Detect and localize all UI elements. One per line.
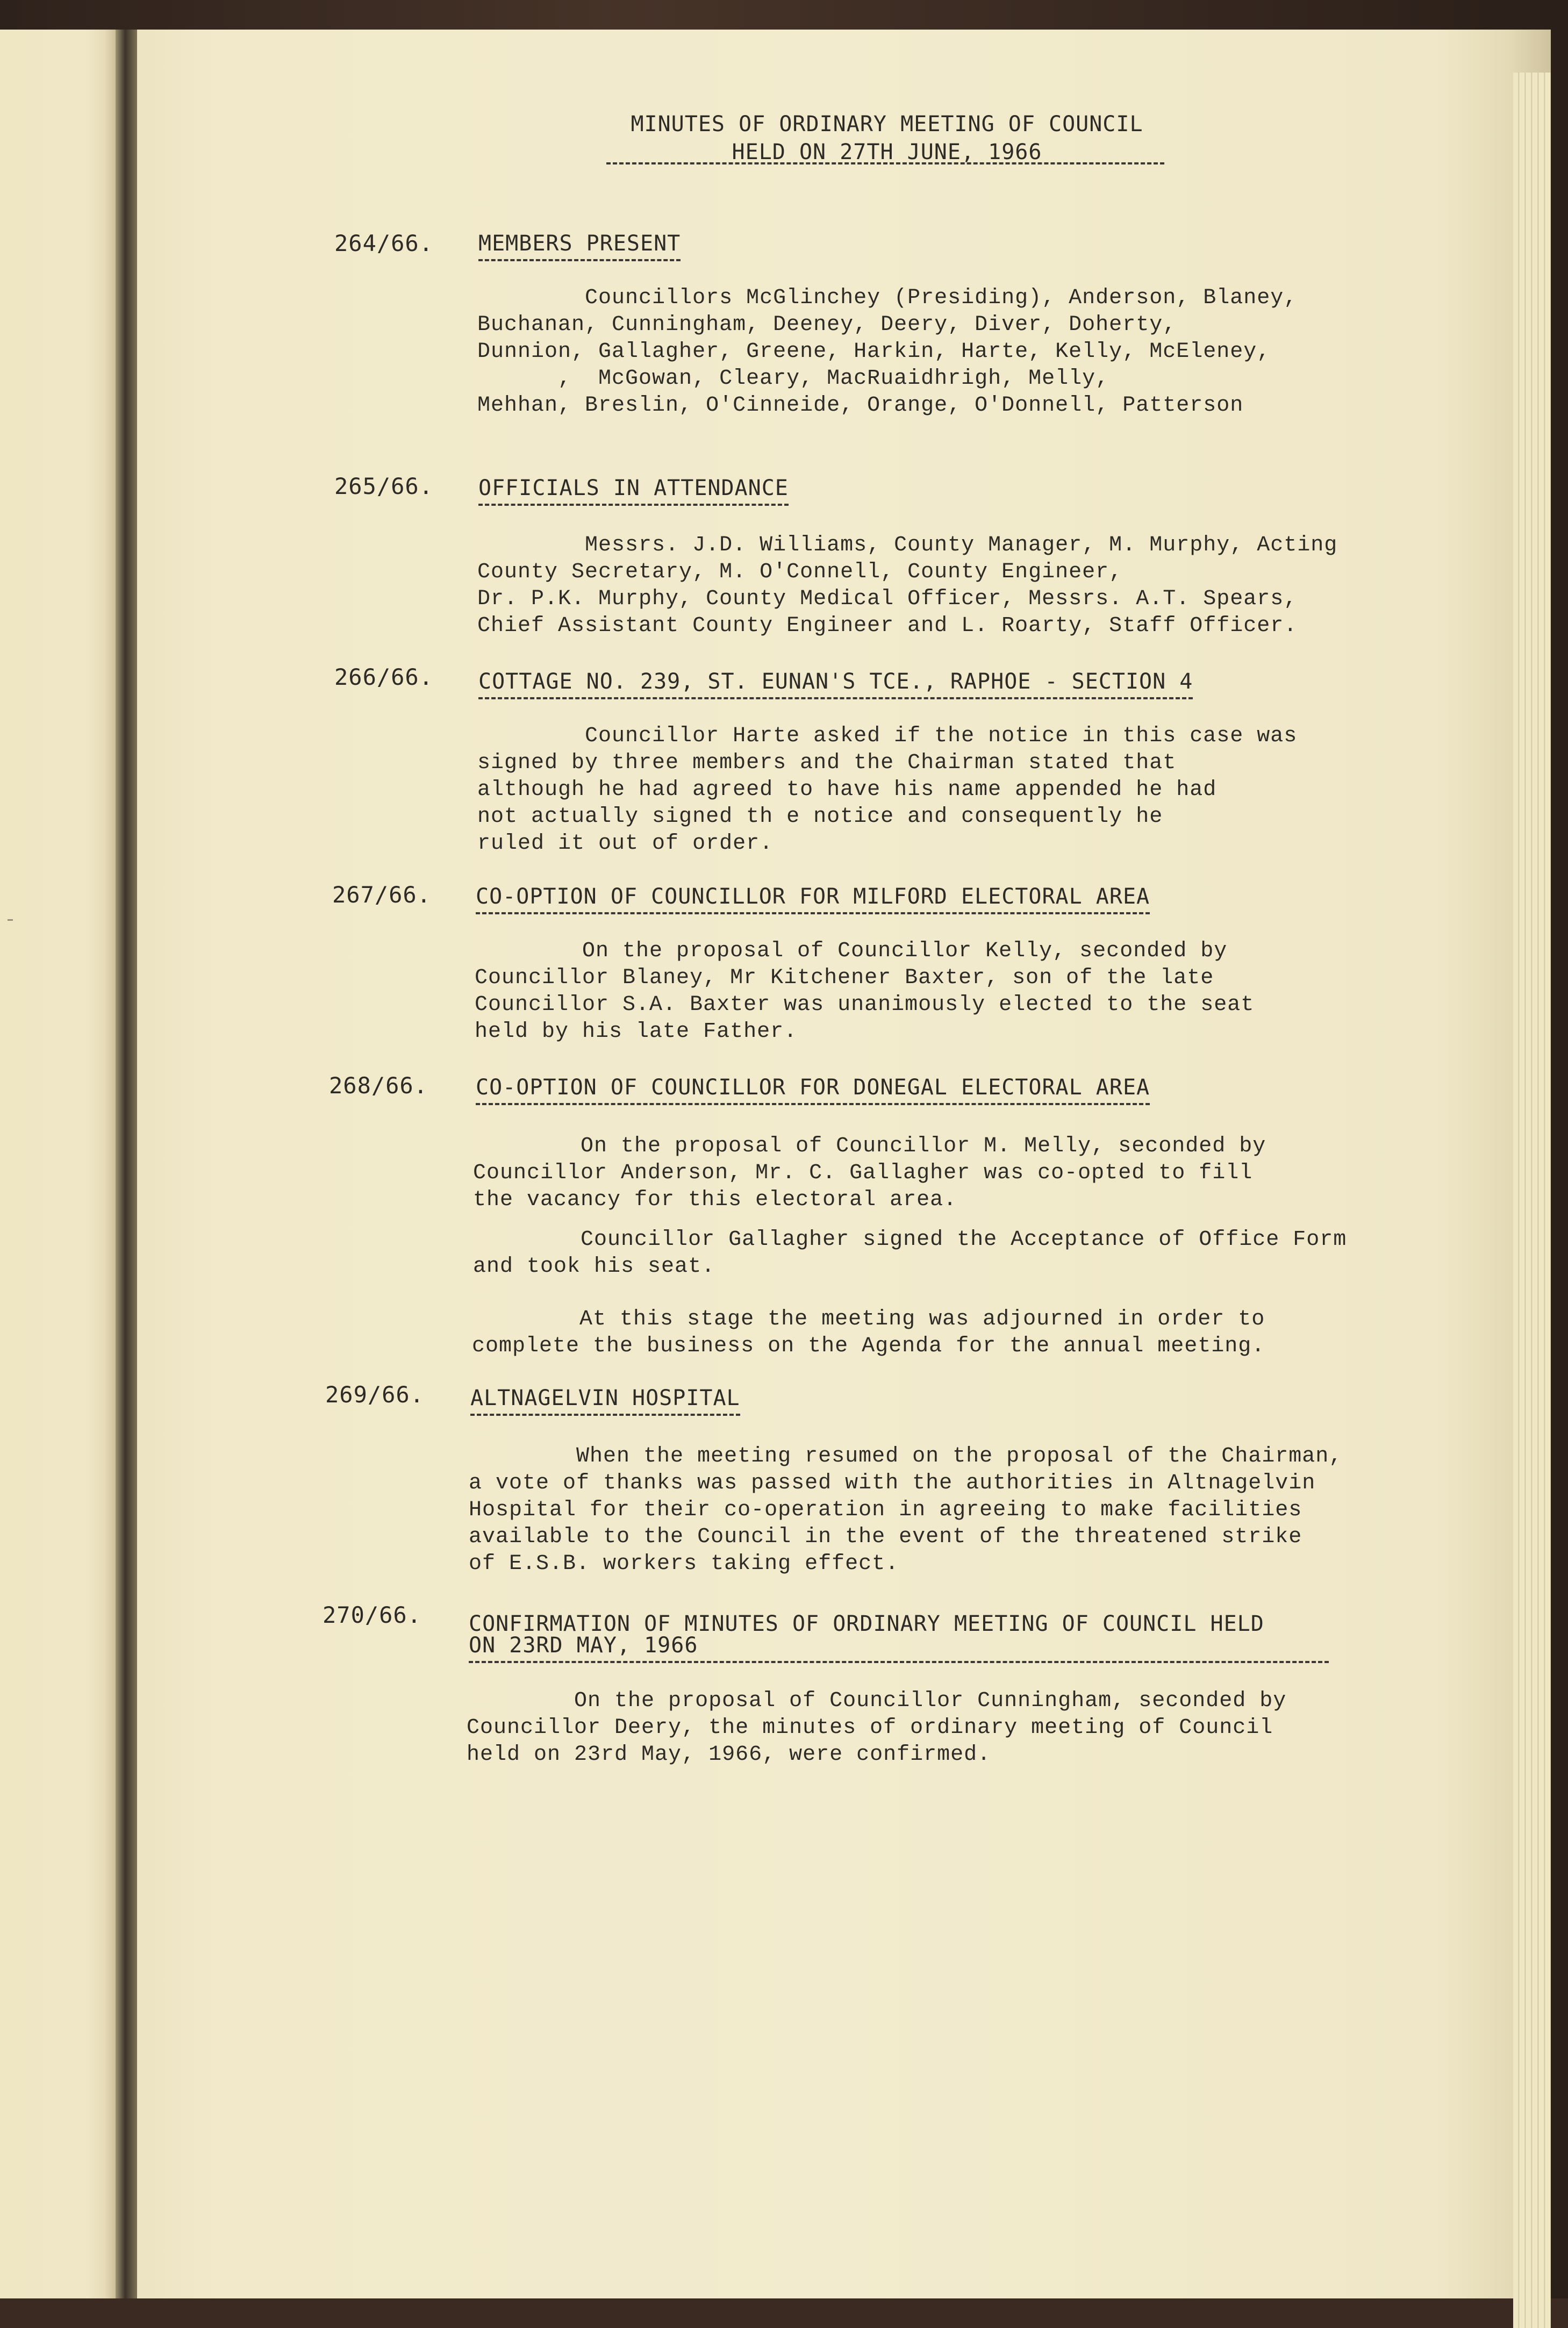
title-line-1: MINUTES OF ORDINARY MEETING OF COUNCIL	[631, 112, 1143, 137]
item-paragraph: Councillor Harte asked if the notice in this case was signed by three members and the Chairman stated that although he had agreed to have his name appended he had not actually signed th e notice and consequently he ruled it out of order.	[477, 724, 1298, 856]
item-heading: ALTNAGELVIN HOSPITAL	[470, 1386, 740, 1416]
title-line-2: HELD ON 27TH JUNE, 1966	[732, 140, 1042, 164]
item-paragraph: Messrs. J.D. Williams, County Manager, M. Murphy, Acting County Secretary, M. O'Connell, County Engineer, Dr. P.K. Murphy, County Medical Officer, Messrs. A.T. Spears, Chief Assistant County Engineer and L. Roarty, Staff Officer.	[477, 533, 1338, 638]
item-number: 269/66.	[325, 1381, 425, 1408]
item-heading: OFFICIALS IN ATTENDANCE	[478, 476, 789, 506]
item-heading-line-2: ON 23RD MAY, 1966	[469, 1633, 1329, 1663]
item-paragraph: At this stage the meeting was adjourned in order to complete the business on the Agenda for the annual meeting.	[472, 1307, 1265, 1358]
item-paragraph: Councillor Gallagher signed the Acceptance of Office Form and took his seat.	[473, 1228, 1347, 1279]
item-number: 270/66.	[323, 1602, 422, 1628]
item-number: 267/66.	[332, 882, 432, 908]
item-number: 266/66.	[334, 664, 434, 690]
item-number: 265/66.	[334, 473, 434, 499]
item-heading: CO-OPTION OF COUNCILLOR FOR DONEGAL ELECTORAL AREA	[476, 1075, 1150, 1105]
item-number: 268/66.	[329, 1072, 428, 1099]
item-paragraph: On the proposal of Councillor Kelly, seconded by Councillor Blaney, Mr Kitchener Baxter, son of the late Councillor S.A. Baxter was unanimously elected to the seat held by his late Father.	[475, 939, 1255, 1044]
item-heading: CO-OPTION OF COUNCILLOR FOR MILFORD ELECTORAL AREA	[476, 884, 1150, 914]
item-paragraph: On the proposal of Councillor Cunningham, seconded by Councillor Deery, the minutes of ordinary meeting of Council held on 23rd May, 1966, were confirmed.	[467, 1689, 1287, 1767]
title-underline	[606, 162, 1164, 164]
item-heading: MEMBERS PRESENT	[478, 231, 681, 261]
item-heading: COTTAGE NO. 239, ST. EUNAN'S TCE., RAPHOE - SECTION 4	[478, 669, 1193, 699]
item-paragraph: Councillors McGlinchey (Presiding), Anderson, Blaney, Buchanan, Cunningham, Deeney, Deery, Diver, Doherty, Dunnion, Gallagher, Greene, Harkin, Harte, Kelly, McEleney, , McGowan, Cleary, MacRuaidhrigh, Melly, Mehhan, Breslin, O'Cinneide, Orange, O'Donnell, Patterson	[477, 286, 1298, 418]
item-number: 264/66.	[334, 230, 434, 256]
item-heading-line-1: CONFIRMATION OF MINUTES OF ORDINARY MEETING OF COUNCIL HELD	[469, 1611, 1264, 1636]
document-title	[484, 110, 1290, 166]
item-paragraph: When the meeting resumed on the proposal of the Chairman, a vote of thanks was passed with the authorities in Altnagelvin Hospital for their co-operation in agreeing to make facilities available to the Council in the event of the threatened strike of E.S.B. workers taking effect.	[469, 1444, 1343, 1576]
item-paragraph: On the proposal of Councillor M. Melly, seconded by Councillor Anderson, Mr. C. Gallagher was co-opted to fill the vacancy for this electoral area.	[473, 1134, 1266, 1212]
